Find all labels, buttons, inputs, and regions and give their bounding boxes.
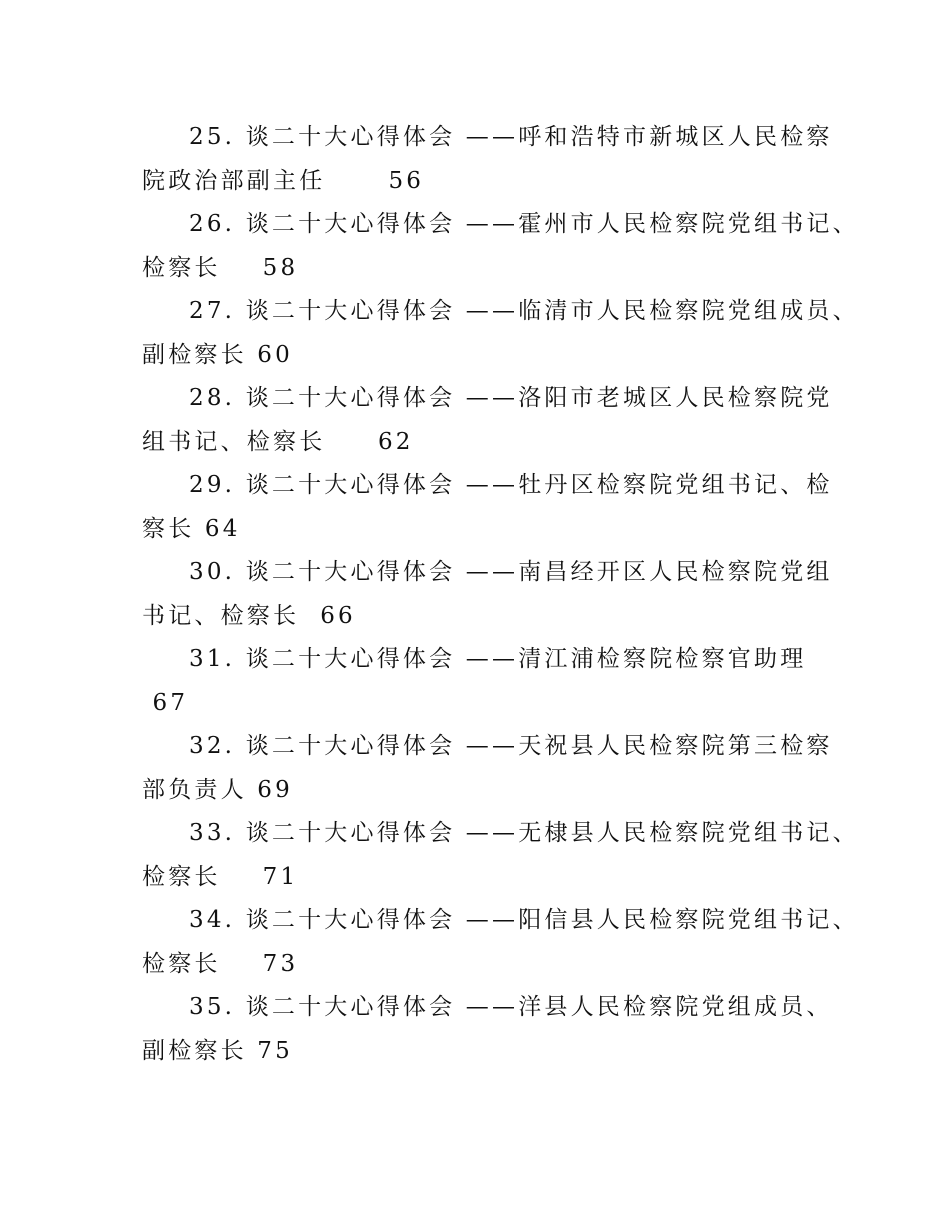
toc-entry-35-line1[interactable]: 35. 谈二十大心得体会 ——洋县人民检察院党组成员、 — [189, 994, 833, 1020]
toc-entry-33-line2[interactable]: 检察长 71 — [142, 864, 299, 890]
toc-entry-26-line2[interactable]: 检察长 58 — [142, 255, 299, 281]
toc-entry-25-line2[interactable]: 院政治部副主任 56 — [142, 168, 425, 194]
toc-entry-27-line2[interactable]: 副检察长 60 — [142, 342, 293, 368]
toc-entry-26-line1[interactable]: 26. 谈二十大心得体会 ——霍州市人民检察院党组书记、 — [189, 211, 859, 237]
toc-entry-35-line2[interactable]: 副检察长 75 — [142, 1038, 293, 1064]
toc-entry-28-line2[interactable]: 组书记、检察长 62 — [142, 429, 414, 455]
toc-entry-27-line1[interactable]: 27. 谈二十大心得体会 ——临清市人民检察院党组成员、 — [189, 298, 859, 324]
toc-entry-34-line1[interactable]: 34. 谈二十大心得体会 ——阳信县人民检察院党组书记、 — [189, 907, 859, 933]
toc-entry-33-line1[interactable]: 33. 谈二十大心得体会 ——无棣县人民检察院党组书记、 — [189, 820, 859, 846]
toc-entry-32-line2[interactable]: 部负责人 69 — [142, 777, 293, 803]
toc-entry-30-line2[interactable]: 书记、检察长 66 — [142, 603, 356, 629]
toc-entry-29-line2[interactable]: 察长 64 — [142, 516, 241, 542]
toc-entry-31-line1[interactable]: 31. 谈二十大心得体会 ——清江浦检察院检察官助理 — [189, 646, 807, 672]
toc-entry-34-line2[interactable]: 检察长 73 — [142, 951, 299, 977]
toc-entry-30-line1[interactable]: 30. 谈二十大心得体会 ——南昌经开区人民检察院党组 — [189, 559, 833, 585]
toc-entry-25-line1[interactable]: 25. 谈二十大心得体会 ——呼和浩特市新城区人民检察 — [189, 124, 833, 150]
toc-entry-31-line2[interactable]: 67 — [142, 690, 189, 716]
toc-entry-32-line1[interactable]: 32. 谈二十大心得体会 ——天祝县人民检察院第三检察 — [189, 733, 833, 759]
toc-entry-28-line1[interactable]: 28. 谈二十大心得体会 ——洛阳市老城区人民检察院党 — [189, 385, 833, 411]
toc-entry-29-line1[interactable]: 29. 谈二十大心得体会 ——牡丹区检察院党组书记、检 — [189, 472, 833, 498]
